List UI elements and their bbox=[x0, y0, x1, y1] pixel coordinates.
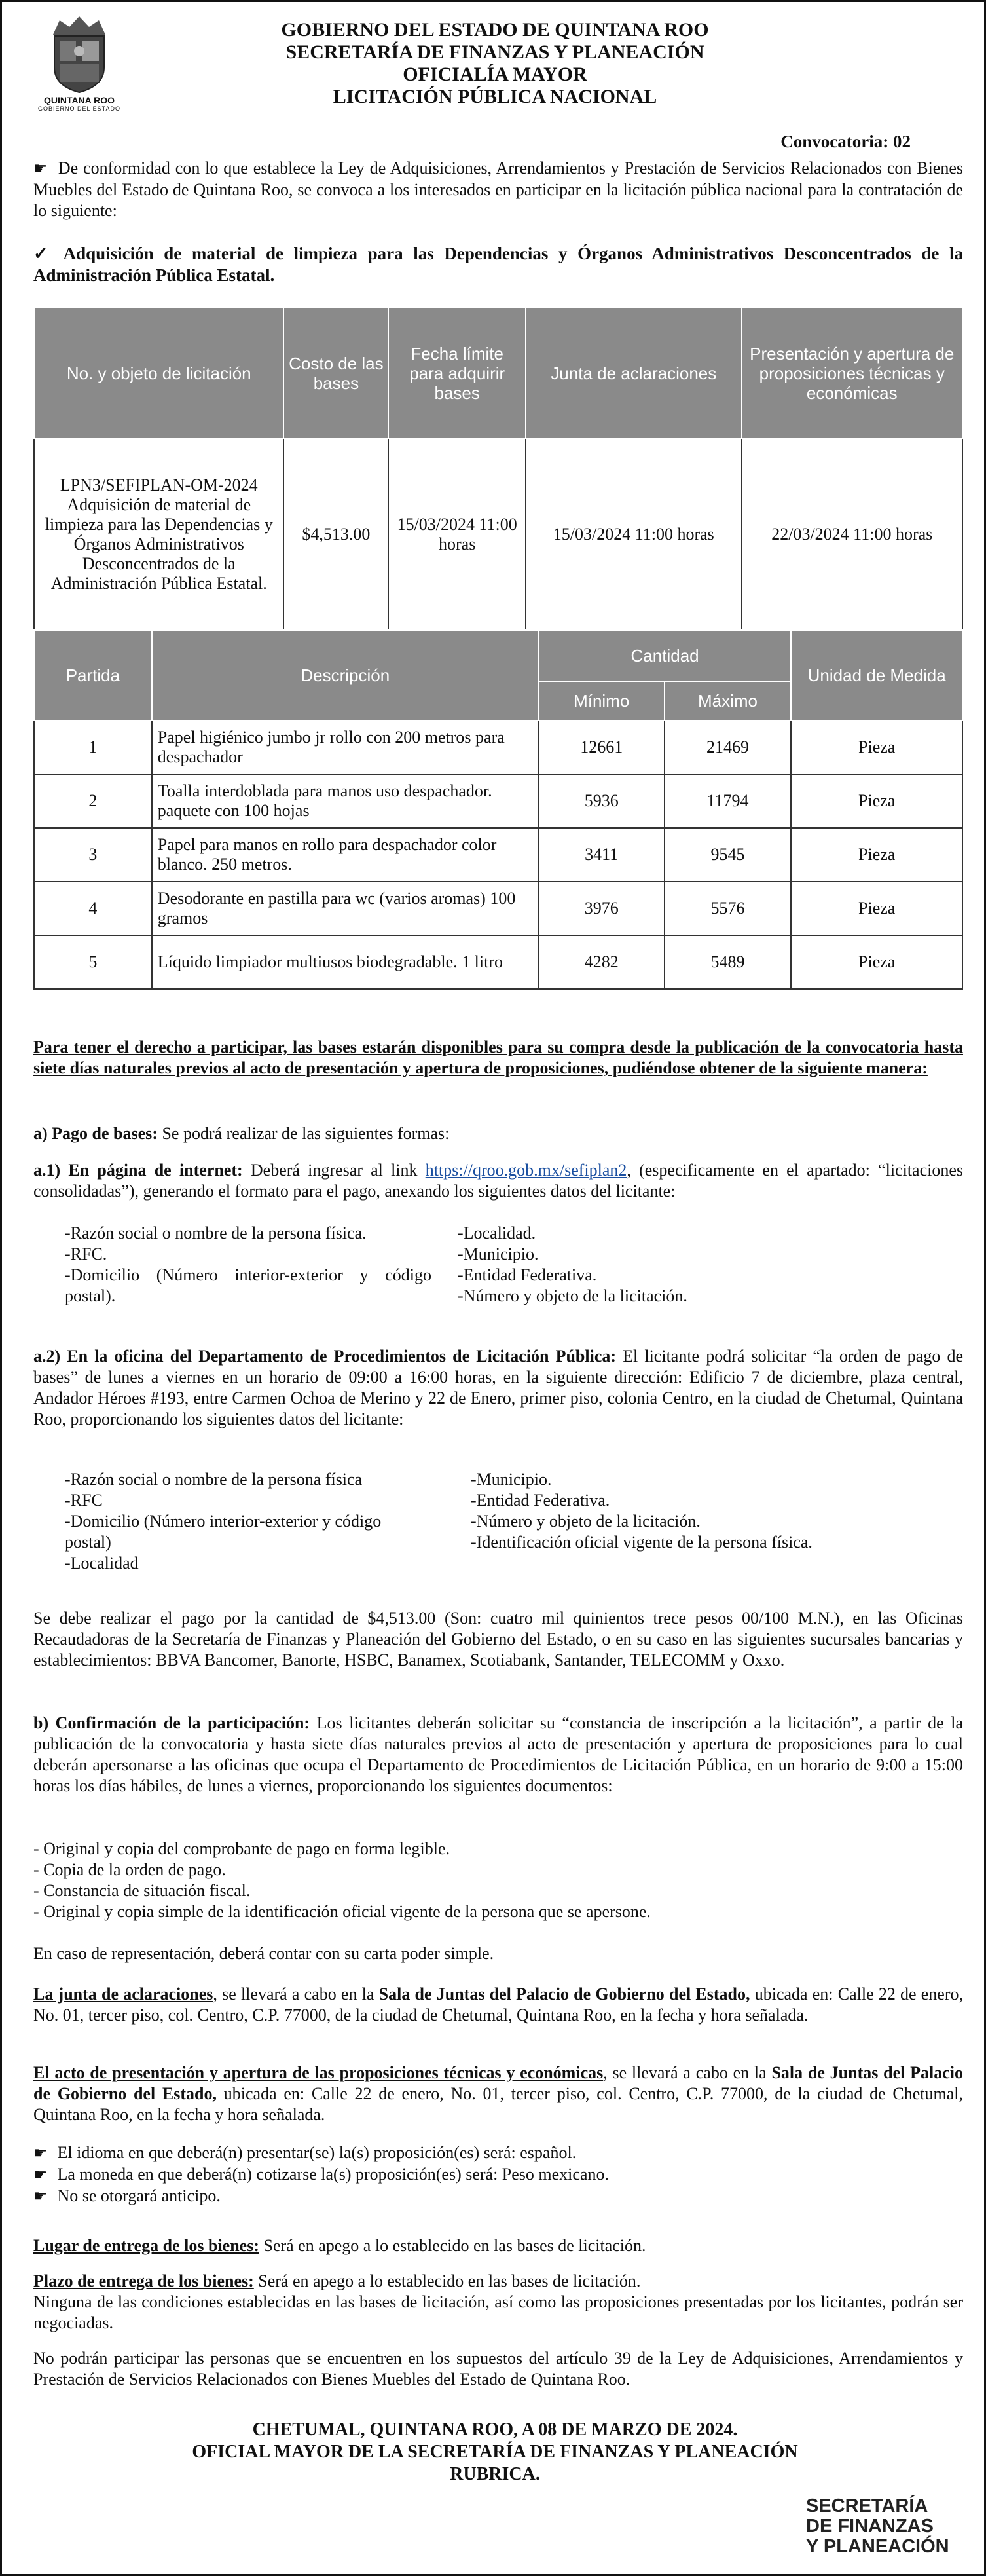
list-item-text: El idioma en que deberá(n) presentar(se) la(s) proposición(es) será: español. bbox=[57, 2143, 577, 2162]
a1-title: a.1) En página de internet: bbox=[33, 1161, 243, 1180]
ninguna-paragraph: Ninguna de las condiciones establecidas en las bases de licitación, así como las proposiciones presentadas por los licitantes, podrán ser negociadas. bbox=[33, 2292, 963, 2332]
table-row bbox=[34, 720, 962, 774]
table-cell: Pieza bbox=[791, 720, 962, 774]
table-cell: 15/03/2024 11:00 horas bbox=[526, 439, 741, 630]
table-cell: 21469 bbox=[665, 720, 792, 774]
table-cell: 15/03/2024 11:00 horas bbox=[388, 439, 526, 630]
header-line: GOBIERNO DEL ESTADO DE QUINTANA ROO bbox=[281, 19, 709, 41]
list-item bbox=[33, 2186, 963, 2207]
list-item: -Domicilio (Número interior-exterior y código postal). bbox=[65, 1265, 431, 1305]
table-cell: Líquido limpiador multiusos biodegradable. 1 litro bbox=[152, 935, 539, 989]
junta-title: La junta de aclaraciones bbox=[33, 1985, 213, 2004]
table-cell: $4,513.00 bbox=[283, 439, 388, 630]
logo-text: QUINTANA ROO bbox=[43, 95, 115, 105]
pointing-hand-icon: ☛ bbox=[33, 2167, 48, 2184]
table-cell: Pieza bbox=[791, 935, 962, 989]
acto-place: Sala de Juntas del Palacio de Gobierno del Estado, bbox=[33, 2063, 963, 2103]
column-header: No. y objeto de licitación bbox=[34, 308, 283, 439]
a1-datos-list bbox=[65, 1223, 936, 1307]
column-header: Descripción bbox=[152, 630, 539, 720]
sefiplan-link[interactable]: https://qroo.gob.mx/sefiplan2 bbox=[425, 1161, 627, 1180]
table-cell: 4282 bbox=[539, 935, 665, 989]
table-row bbox=[34, 828, 962, 882]
documentos-list bbox=[33, 1839, 963, 1922]
list-item: -Razón social o nombre de la persona física bbox=[65, 1470, 363, 1489]
pago-monto-paragraph: Se debe realizar el pago por la cantidad de $4,513.00 (Son: cuatro mil quinientos trece pesos 00/100 M.N.), en las Oficinas Recaudadoras de la Secretaría de Finanzas y Planeación del Gobierno del Estado, o en su caso en las siguientes sucursales bancarias y establecimientos: BBVA Bancomer, Banorte, HSBC, Banamex, Scotiabank, Santander, TELECOMM y Oxxo. bbox=[33, 1609, 963, 1670]
list-item-text: No se otorgará anticipo. bbox=[57, 2186, 221, 2205]
a1-pre: Deberá ingresar al link bbox=[242, 1161, 426, 1180]
table-cell: 9545 bbox=[665, 828, 792, 882]
table-cell: Pieza bbox=[791, 882, 962, 935]
list-item: -Localidad bbox=[65, 1554, 139, 1573]
header-line: SECRETARÍA DE FINANZAS Y PLANEACIÓN bbox=[285, 41, 704, 63]
brand-line: DE FINANZAS bbox=[806, 2516, 934, 2537]
intro-text: De conformidad con lo que establece la Ley de Adquisiciones, Arrendamientos y Prestación de Servicios Relacionados con Bienes Muebles del Estado de Quintana Roo, se convoca a los interesados en participar en la licitación pública nacional para la contratación de lo siguiente: bbox=[33, 159, 963, 220]
signature-line: CHETUMAL, QUINTANA ROO, A 08 DE MARZO DE 2024. bbox=[252, 2419, 738, 2440]
junta-mid: , se llevará a cabo en la bbox=[213, 1985, 379, 2004]
list-item: -Localidad. bbox=[458, 1223, 536, 1242]
column-header: Partida bbox=[34, 630, 152, 720]
table-cell: 11794 bbox=[665, 774, 792, 828]
table-cell: 22/03/2024 11:00 horas bbox=[742, 439, 963, 630]
plazo-text: Será en apego a lo establecido en las bases de licitación. bbox=[253, 2271, 641, 2290]
table-cell: 3 bbox=[34, 828, 152, 882]
a2-datos-list bbox=[65, 1469, 936, 1574]
a2-paragraph bbox=[33, 1346, 963, 1430]
table-cell: 4 bbox=[34, 882, 152, 935]
acto-text: ubicada en: Calle 22 de enero, No. 01, tercer piso, col. Centro, C.P. 77000, de la ciudad de Chetumal, Quintana Roo, en la fecha y hora señalada. bbox=[33, 2084, 963, 2124]
plazo-title: Plazo de entrega de los bienes: bbox=[33, 2271, 254, 2290]
list-item: -Número y objeto de la licitación. bbox=[471, 1512, 701, 1531]
table-cell: Toalla interdoblada para manos uso despachador. paquete con 100 hojas bbox=[152, 774, 539, 828]
licitacion-table bbox=[33, 307, 963, 631]
pago-title: a) Pago de bases: bbox=[33, 1124, 158, 1143]
table-cell: Pieza bbox=[791, 828, 962, 882]
table-cell: 5936 bbox=[539, 774, 665, 828]
sefiplan-brand bbox=[806, 2496, 949, 2557]
table-cell: Pieza bbox=[791, 774, 962, 828]
lugar-title: Lugar de entrega de los bienes: bbox=[33, 2236, 259, 2255]
objeto-paragraph bbox=[33, 243, 963, 286]
junta-text: ubicada en: Calle 22 de enero, No. 01, tercer piso, col. Centro, C.P. 77000, de la ciudad de Chetumal, Quintana Roo, en la fecha y hora señalada. bbox=[33, 1985, 964, 2025]
header-line: LICITACIÓN PÚBLICA NACIONAL bbox=[333, 86, 657, 107]
confirmacion-title: b) Confirmación de la participación: bbox=[33, 1713, 310, 1732]
signature-block bbox=[2, 2419, 986, 2486]
pointing-hand-icon: ☛ bbox=[33, 2145, 48, 2162]
table-cell: 5576 bbox=[665, 882, 792, 935]
signature-line: RUBRICA. bbox=[450, 2464, 540, 2484]
table-cell: Papel higiénico jumbo jr rollo con 200 metros para despachador bbox=[152, 720, 539, 774]
list-item: -RFC. bbox=[65, 1244, 107, 1263]
partidas-table bbox=[33, 629, 963, 990]
confirmacion-text: Los licitantes deberán solicitar su “constancia de inscripción a la licitación”, a partir de la publicación de la convocatoria y hasta siete días naturales previos al acto de presentación y apertura de proposiciones para lo cual deberán apersonarse a las oficinas que ocupa el Departamento de Procedimientos de Licitación Pública, en un horario de 9:00 a 15:00 horas los días hábiles, de lunes a viernes, proporcionando los siguientes documentos: bbox=[33, 1713, 963, 1795]
column-header: Fecha límite para adquirir bases bbox=[388, 308, 526, 439]
list-item: -Razón social o nombre de la persona física. bbox=[65, 1223, 367, 1242]
no-podran-paragraph: No podrán participar las personas que se encuentren en los supuestos del artículo 39 de la Ley de Adquisiciones, Arrendamientos y Prestación de Servicios Relacionados con Bienes Muebles del Estado de Quintana Roo. bbox=[33, 2349, 963, 2389]
list-item: - Copia de la orden de pago. bbox=[33, 1860, 226, 1879]
table-cell: 5489 bbox=[665, 935, 792, 989]
list-item: -Municipio. bbox=[458, 1244, 539, 1263]
header-line: OFICIALÍA MAYOR bbox=[403, 64, 587, 85]
junta-paragraph bbox=[33, 1984, 963, 2026]
lugar-paragraph bbox=[33, 2235, 963, 2256]
a2-text: El licitante podrá solicitar “la orden de pago de bases” de lunes a viernes en un horario de 09:00 a 16:00 horas, en la siguiente dirección: Edificio 7 de diciembre, plaza central, Andador Héroes #193, entre Carmen Ochoa de Merino y 22 de Enero, primer piso, colonia Centro, en la ciudad de Chetumal, Quintana Roo, proporcionando los siguientes datos del licitante: bbox=[33, 1347, 963, 1428]
pago-text: Se podrá realizar de las siguientes formas: bbox=[157, 1124, 450, 1143]
logo-subtext: GOBIERNO DEL ESTADO bbox=[37, 105, 121, 112]
list-item: -Número y objeto de la licitación. bbox=[458, 1286, 687, 1305]
derecho-paragraph: Para tener el derecho a participar, las bases estarán disponibles para su compra desde la publicación de la convocatoria hasta siete días naturales previos al acto de presentación y apertura de proposiciones, pudiéndose obtener de la siguiente manera: bbox=[33, 1037, 963, 1077]
table-cell: LPN3/SEFIPLAN-OM-2024 Adquisición de material de limpieza para las Dependencias y Órganos Administrativos Desconcentrados de la Administración Pública Estatal. bbox=[34, 439, 283, 630]
list-item: -Entidad Federativa. bbox=[458, 1265, 597, 1284]
intro-paragraph bbox=[33, 158, 963, 221]
document-header bbox=[2, 19, 986, 108]
column-header: Unidad de Medida bbox=[791, 630, 962, 720]
table-row bbox=[34, 882, 962, 935]
objeto-text: Adquisición de material de limpieza para las Dependencias y Órganos Administrativos Desconcentrados de la Administración Pública Estatal. bbox=[33, 244, 963, 285]
column-header: Cantidad bbox=[539, 630, 792, 681]
column-header: Máximo bbox=[665, 681, 792, 720]
list-item: -Municipio. bbox=[471, 1470, 552, 1489]
lugar-text: Será en apego a lo establecido en las bases de licitación. bbox=[259, 2236, 646, 2255]
brand-line: SECRETARÍA bbox=[806, 2495, 928, 2516]
column-header: Costo de las bases bbox=[283, 308, 388, 439]
table-row bbox=[34, 439, 962, 630]
pointing-hand-icon: ☛ bbox=[33, 2188, 48, 2205]
list-item: -Domicilio (Número interior-exterior y código postal) bbox=[65, 1512, 382, 1552]
list-item: - Original y copia simple de la identificación oficial vigente de la persona que se apersone. bbox=[33, 1902, 651, 1921]
list-item-text: La moneda en que deberá(n) cotizarse la(s) proposición(es) será: Peso mexicano. bbox=[57, 2165, 609, 2184]
table-row bbox=[34, 935, 962, 989]
convocatoria-number: Convocatoria: 02 bbox=[780, 132, 911, 151]
list-item: - Constancia de situación fiscal. bbox=[33, 1881, 251, 1900]
a1-paragraph bbox=[33, 1160, 963, 1202]
acto-title: El acto de presentación y apertura de las proposiciones técnicas y económicas bbox=[33, 2063, 604, 2082]
checkmark-icon: ✓ bbox=[33, 244, 64, 263]
table-cell: Desodorante en pastilla para wc (varios aromas) 100 gramos bbox=[152, 882, 539, 935]
table-row bbox=[34, 774, 962, 828]
pointing-hand-icon: ☛ bbox=[33, 160, 48, 177]
pago-paragraph bbox=[33, 1123, 963, 1144]
table-cell: Papel para manos en rollo para despachador color blanco. 250 metros. bbox=[152, 828, 539, 882]
column-header: Presentación y apertura de proposiciones técnicas y económicas bbox=[742, 308, 963, 439]
column-header: Junta de aclaraciones bbox=[526, 308, 741, 439]
table-cell: 1 bbox=[34, 720, 152, 774]
signature-line: OFICIAL MAYOR DE LA SECRETARÍA DE FINANZAS Y PLANEACIÓN bbox=[192, 2442, 798, 2462]
a2-title: a.2) En la oficina del Departamento de Procedimientos de Licitación Pública: bbox=[33, 1347, 617, 1366]
junta-place: Sala de Juntas del Palacio de Gobierno del Estado, bbox=[378, 1985, 750, 2004]
table-cell: 5 bbox=[34, 935, 152, 989]
confirmacion-paragraph bbox=[33, 1713, 963, 1797]
plazo-paragraph bbox=[33, 2271, 963, 2292]
list-item: - Original y copia del comprobante de pago en forma legible. bbox=[33, 1839, 450, 1858]
list-item: -RFC bbox=[65, 1491, 103, 1510]
table-cell: 3411 bbox=[539, 828, 665, 882]
condiciones-list bbox=[33, 2142, 963, 2207]
list-item bbox=[33, 2142, 963, 2164]
acto-paragraph bbox=[33, 2063, 963, 2125]
representacion-paragraph: En caso de representación, deberá contar con su carta poder simple. bbox=[33, 1944, 494, 1963]
list-item bbox=[33, 2164, 963, 2186]
table-cell: 2 bbox=[34, 774, 152, 828]
brand-line: Y PLANEACIÓN bbox=[806, 2536, 949, 2557]
column-header: Mínimo bbox=[539, 681, 665, 720]
list-item: -Entidad Federativa. bbox=[471, 1491, 610, 1510]
table-cell: 3976 bbox=[539, 882, 665, 935]
a1-post: , (especificamente en el apartado: “licitaciones consolidadas”), generando el formato para el pago, anexando los siguientes datos del licitante: bbox=[33, 1161, 964, 1201]
table-cell: 12661 bbox=[539, 720, 665, 774]
acto-mid: , se llevará a cabo en la bbox=[603, 2063, 772, 2082]
list-item: -Identificación oficial vigente de la persona física. bbox=[471, 1533, 813, 1552]
